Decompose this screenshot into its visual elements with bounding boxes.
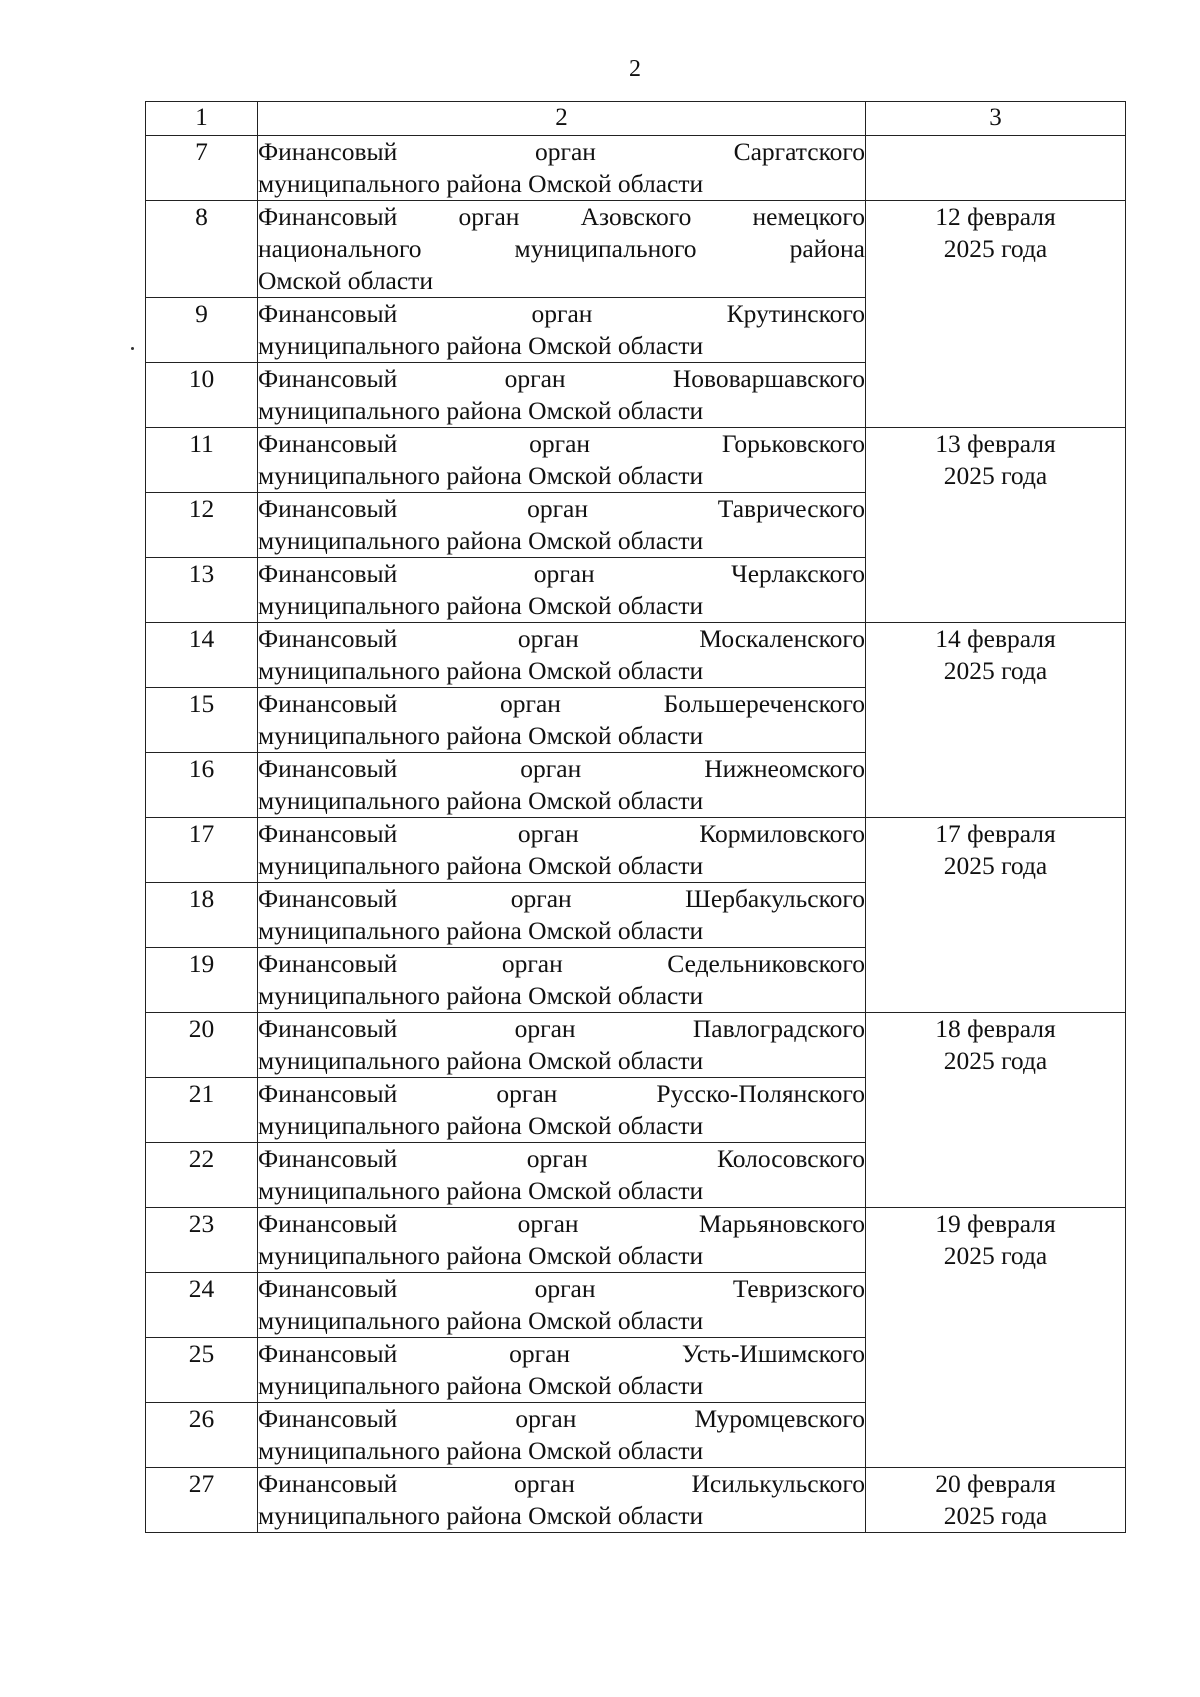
- organ-name-line2: муниципального района Омской области: [258, 1046, 704, 1075]
- organ-name-line1: Финансовый орган Марьяновского: [258, 1209, 865, 1238]
- organ-name-line2: муниципального района Омской области: [258, 526, 704, 555]
- row-number: 20: [146, 1013, 258, 1078]
- organ-name: [258, 1208, 866, 1273]
- organ-name-line1: Финансовый орган Усть-Ишимского: [258, 1339, 865, 1368]
- organ-name-line1: Финансовый орган Горьковского: [258, 429, 865, 458]
- row-number: 16: [146, 753, 258, 818]
- date-year: 2025 года: [943, 851, 1048, 880]
- organ-name-line2: муниципального района Омской области: [258, 916, 704, 945]
- row-number: 12: [146, 493, 258, 558]
- organ-name: [258, 1013, 866, 1078]
- column-header-3: 3: [866, 102, 1126, 136]
- organ-name: [258, 493, 866, 558]
- date-day: 12 февраля: [935, 202, 1056, 231]
- row-number: 8: [146, 201, 258, 298]
- organ-name-line1: Финансовый орган Колосовского: [258, 1144, 865, 1173]
- organ-name-line2: муниципального района Омской области: [258, 1501, 704, 1530]
- date-day: 17 февраля: [935, 819, 1056, 848]
- organ-name: [258, 883, 866, 948]
- date-cell: [866, 1468, 1126, 1533]
- table-row: [146, 428, 1126, 493]
- date-year: 2025 года: [943, 1046, 1048, 1075]
- row-number: 15: [146, 688, 258, 753]
- organ-name: [258, 1403, 866, 1468]
- date-cell: [866, 1208, 1126, 1468]
- organ-name-line1: Финансовый орган Кормиловского: [258, 819, 865, 848]
- organ-name: [258, 623, 866, 688]
- organ-name: [258, 363, 866, 428]
- date-cell: [866, 623, 1126, 818]
- organ-name: [258, 1273, 866, 1338]
- date-cell: [866, 1013, 1126, 1208]
- date-day: 13 февраля: [935, 429, 1056, 458]
- date-cell: [866, 201, 1126, 428]
- table-row: [146, 1468, 1126, 1533]
- row-number: 13: [146, 558, 258, 623]
- organ-name-line2: муниципального района Омской области: [258, 1306, 704, 1335]
- organ-name-line2: муниципального района Омской области: [258, 1241, 704, 1270]
- organ-name: [258, 201, 866, 298]
- organ-name: [258, 753, 866, 818]
- column-header-2: 2: [258, 102, 866, 136]
- organ-name-line2: муниципального района Омской области: [258, 169, 704, 198]
- organ-name-line1: Финансовый орган Исилькульского: [258, 1469, 865, 1498]
- row-number: 17: [146, 818, 258, 883]
- organ-name-line1: Финансовый орган Нововаршавского: [258, 364, 865, 393]
- organ-name-line1: Финансовый орган Черлакского: [258, 559, 865, 588]
- organ-name-line2: муниципального района Омской области: [258, 396, 704, 425]
- organ-name-line1: Финансовый орган Русско-Полянского: [258, 1079, 865, 1108]
- organ-name-line1: Финансовый орган Таврического: [258, 494, 865, 523]
- date-cell: [866, 818, 1126, 1013]
- organ-name-line1: Финансовый орган Муромцевского: [258, 1404, 865, 1433]
- organ-name-line2: Омской области: [258, 266, 433, 295]
- organ-name-line2: муниципального района Омской области: [258, 461, 704, 490]
- schedule-table: [145, 101, 1126, 1533]
- row-number: 10: [146, 363, 258, 428]
- organ-name-line1: Финансовый орган Шербакульского: [258, 884, 865, 913]
- date-day: 19 февраля: [935, 1209, 1056, 1238]
- organ-name-line1: Финансовый орган Седельниковского: [258, 949, 865, 978]
- date-day: 20 февраля: [935, 1469, 1056, 1498]
- row-number: 25: [146, 1338, 258, 1403]
- table-header-row: [146, 102, 1126, 136]
- organ-name-line2: муниципального района Омской области: [258, 1371, 704, 1400]
- table-row: [146, 1208, 1126, 1273]
- date-year: 2025 года: [943, 1241, 1048, 1270]
- organ-name: [258, 688, 866, 753]
- organ-name-line2: муниципального района Омской области: [258, 331, 704, 360]
- date-cell: [866, 428, 1126, 623]
- date-year: 2025 года: [943, 656, 1048, 685]
- table-row: [146, 201, 1126, 298]
- date-year: 2025 года: [943, 1501, 1048, 1530]
- organ-name-line2: муниципального района Омской области: [258, 1176, 704, 1205]
- organ-name-line2: муниципального района Омской области: [258, 656, 704, 685]
- date-day: 18 февраля: [935, 1014, 1056, 1043]
- organ-name-line2: муниципального района Омской области: [258, 1436, 704, 1465]
- row-number: 22: [146, 1143, 258, 1208]
- row-number: 26: [146, 1403, 258, 1468]
- organ-name-line2: муниципального района Омской области: [258, 786, 704, 815]
- date-year: 2025 года: [943, 234, 1048, 263]
- organ-name: [258, 428, 866, 493]
- organ-name-line1: Финансовый орган Большереченского: [258, 689, 865, 718]
- organ-name-line1: Финансовый орган Тевризского: [258, 1274, 865, 1303]
- organ-name: [258, 948, 866, 1013]
- row-number: 18: [146, 883, 258, 948]
- row-number: 19: [146, 948, 258, 1013]
- row-number: 7: [146, 136, 258, 201]
- row-number: 24: [146, 1273, 258, 1338]
- organ-name-line1: Финансовый орган Крутинского: [258, 299, 865, 328]
- organ-name-line1: Финансовый орган Нижнеомского: [258, 754, 865, 783]
- organ-name: [258, 1078, 866, 1143]
- scan-speck: [131, 347, 134, 350]
- organ-name: [258, 1143, 866, 1208]
- date-cell: [866, 136, 1126, 201]
- row-number: 23: [146, 1208, 258, 1273]
- row-number: 14: [146, 623, 258, 688]
- organ-name: [258, 298, 866, 363]
- table-row: [146, 136, 1126, 201]
- organ-name-line1: Финансовый орган Саргатского: [258, 137, 865, 166]
- organ-name: [258, 1338, 866, 1403]
- organ-name-line2: муниципального района Омской области: [258, 1111, 704, 1140]
- organ-name: [258, 136, 866, 201]
- organ-name-line2: муниципального района Омской области: [258, 851, 704, 880]
- row-number: 21: [146, 1078, 258, 1143]
- organ-name: [258, 1468, 866, 1533]
- organ-name-line1: Финансовый орган Азовского немецкого национального муниципального района: [258, 202, 865, 263]
- organ-name-line2: муниципального района Омской области: [258, 591, 704, 620]
- organ-name-line1: Финансовый орган Павлоградского: [258, 1014, 865, 1043]
- organ-name-line1: Финансовый орган Москаленского: [258, 624, 865, 653]
- organ-name: [258, 818, 866, 883]
- organ-name-line2: муниципального района Омской области: [258, 981, 704, 1010]
- row-number: 27: [146, 1468, 258, 1533]
- table-row: [146, 623, 1126, 688]
- column-header-1: 1: [146, 102, 258, 136]
- table-row: [146, 818, 1126, 883]
- row-number: 11: [146, 428, 258, 493]
- organ-name-line2: муниципального района Омской области: [258, 721, 704, 750]
- organ-name: [258, 558, 866, 623]
- table-row: [146, 1013, 1126, 1078]
- row-number: 9: [146, 298, 258, 363]
- date-day: 14 февраля: [935, 624, 1056, 653]
- date-year: 2025 года: [943, 461, 1048, 490]
- page-number: 2: [629, 56, 641, 82]
